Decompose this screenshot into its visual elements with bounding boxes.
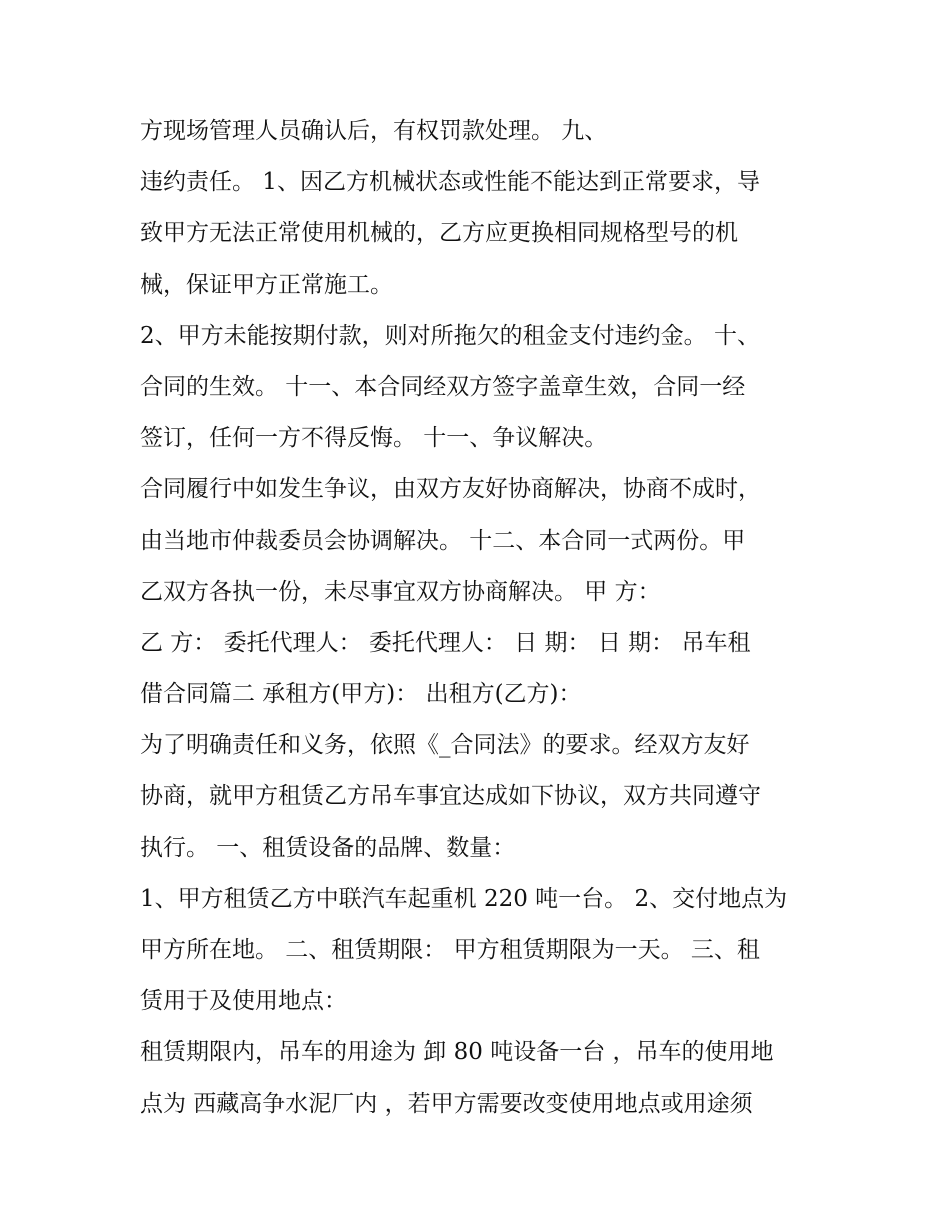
text-line: 甲方所在地。 二、租赁期限： 甲方租赁期限为一天。 三、租 xyxy=(140,937,760,963)
text-line: 为了明确责任和义务，依照《_合同法》的要求。经双方友好 xyxy=(140,732,750,759)
text-line: 合同的生效。 十一、本合同经双方签字盖章生效，合同一经 xyxy=(140,373,746,400)
text-line: 违约责任。 1、因乙方机械状态或性能不能达到正常要求，导 xyxy=(140,169,760,196)
text-line: 租赁期限内，吊车的用途为 卸 80 吨设备一台 ，吊车的使用地 xyxy=(140,1039,774,1066)
text-line: 2、甲方未能按期付款，则对所拖欠的租金支付违约金。 十、 xyxy=(140,322,760,349)
text-line: 借合同篇二 承租方(甲方)： 出租方(乙方)： xyxy=(140,681,582,708)
text-line: 点为 西藏高争水泥厂内 ，若甲方需要改变使用地点或用途须 xyxy=(140,1090,753,1117)
text-line: 签订，任何一方不得反悔。 十一、争议解决。 xyxy=(140,425,608,452)
text-line: 致甲方无法正常使用机械的，乙方应更换相同规格型号的机 xyxy=(140,220,738,247)
text-line: 乙 方： 委托代理人： 委托代理人： 日 期： 日 期： 吊车租 xyxy=(140,629,751,656)
text-line: 乙双方各执一份，未尽事宜双方协商解决。 甲 方： xyxy=(140,578,661,605)
text-line: 合同履行中如发生争议，由双方友好协商解决，协商不成时， xyxy=(140,476,761,503)
text-line: 方现场管理人员确认后，有权罚款处理。 九、 xyxy=(140,118,608,144)
document-body xyxy=(140,106,830,1130)
text-line: 由当地市仲裁委员会协调解决。 十二、本合同一式两份。甲 xyxy=(140,527,746,554)
text-line: 协商，就甲方租赁乙方吊车事宜达成如下协议，双方共同遵守 xyxy=(140,783,761,810)
text-line: 械，保证甲方正常施工。 xyxy=(140,271,393,298)
text-line: 赁用于及使用地点： xyxy=(140,988,347,1015)
text-line: 执行。 一、租赁设备的品牌、数量： xyxy=(140,834,516,861)
text-line: 1、甲方租赁乙方中联汽车起重机 220 吨一台。 2、交付地点为 xyxy=(140,885,788,912)
